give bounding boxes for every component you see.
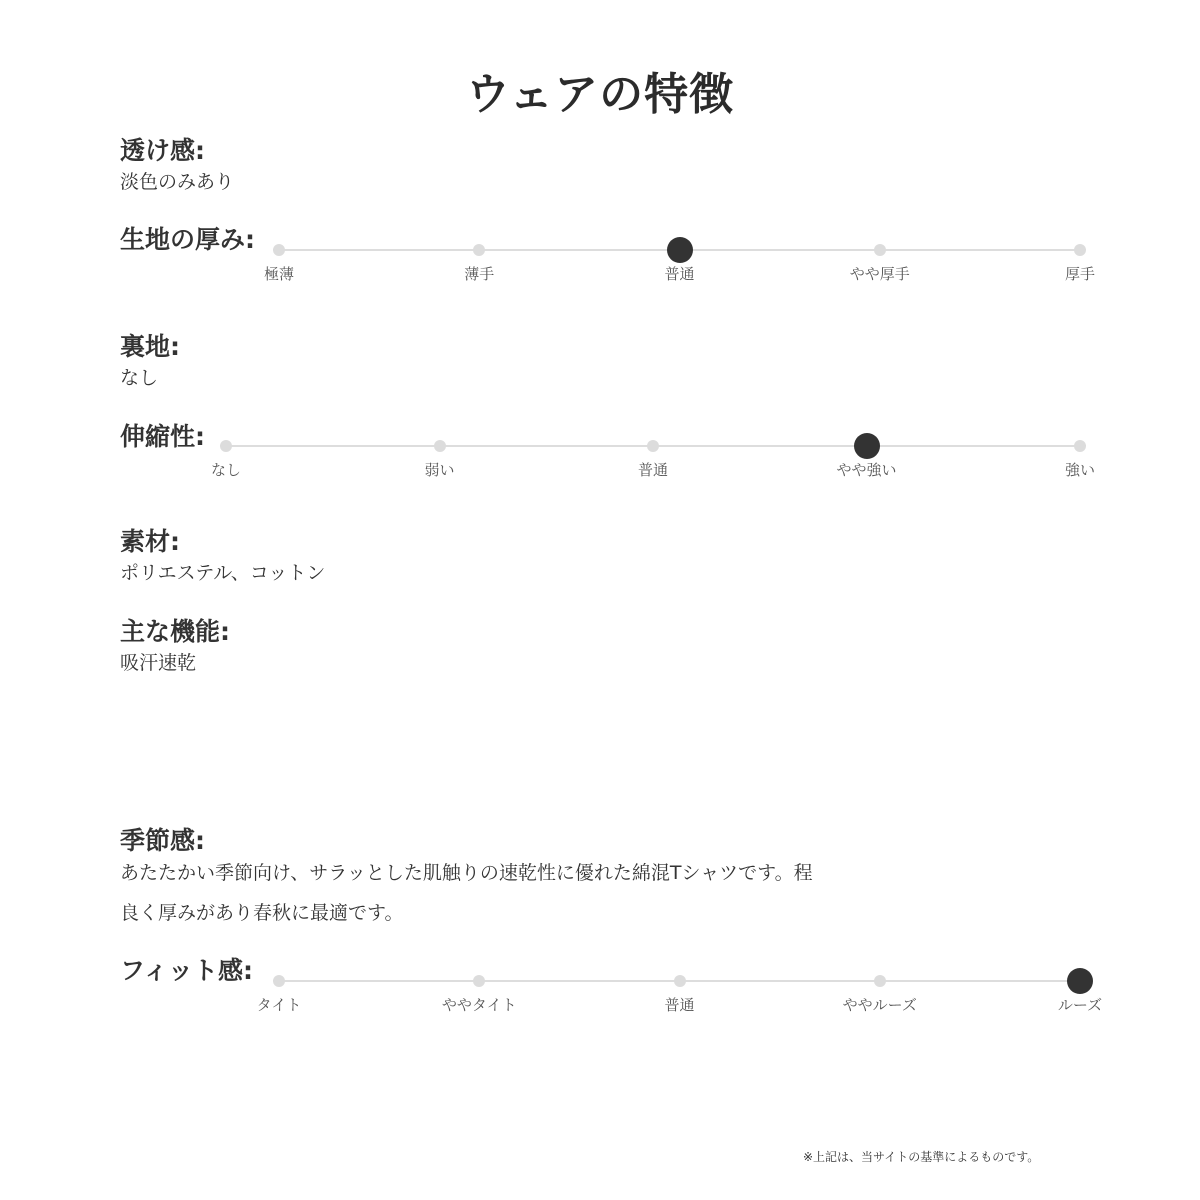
- thickness-label: 生地の厚み:: [120, 225, 255, 254]
- fit-scale-option-label: 普通: [664, 996, 695, 1014]
- stretch-scale-option-label: 強い: [1064, 461, 1096, 479]
- footnote: ※上記は、当サイトの基準によるものです。: [803, 1150, 1040, 1164]
- lining-label: 裏地:: [120, 332, 180, 361]
- season-label: 季節感:: [120, 826, 205, 855]
- thickness-scale-option-label: 普通: [664, 265, 695, 283]
- transparency-value: 淡色のみあり: [120, 171, 235, 193]
- stretch-label: 伸縮性:: [120, 422, 205, 451]
- fit-scale-selected-marker: [1067, 968, 1093, 994]
- stretch-scale-selected-marker: [854, 433, 880, 459]
- stretch-scale-dot: [434, 440, 446, 452]
- stretch-scale-option-label: やや強い: [836, 461, 897, 479]
- function-value: 吸汗速乾: [120, 652, 197, 674]
- stretch-scale-dot: [220, 440, 232, 452]
- fit-scale: [0, 980, 1200, 1040]
- stretch-scale-dot: [647, 440, 659, 452]
- thickness-scale-dot: [1074, 244, 1086, 256]
- thickness-scale-option-label: 薄手: [464, 265, 495, 283]
- stretch-scale-option-label: なし: [210, 461, 242, 479]
- stretch-scale-option-label: 弱い: [424, 461, 455, 479]
- thickness-scale-dot: [473, 244, 485, 256]
- thickness-scale-dot: [273, 244, 285, 256]
- fit-scale-option-label: ややタイト: [441, 996, 517, 1014]
- season-description-line-2: 良く厚みがあり春秋に最適です。: [120, 902, 404, 924]
- fit-scale-option-label: ルーズ: [1057, 996, 1103, 1014]
- thickness-scale-option-label: 厚手: [1064, 265, 1096, 283]
- function-label: 主な機能:: [120, 617, 230, 646]
- thickness-scale-option-label: やや厚手: [849, 265, 910, 283]
- thickness-scale: [0, 249, 1200, 309]
- season-description-line-1: あたたかい季節向け、サラッとした肌触りの速乾性に優れた綿混Tシャツです。程: [120, 862, 813, 884]
- fit-scale-dot: [674, 975, 686, 987]
- fit-scale-option-label: タイト: [256, 996, 302, 1014]
- fit-scale-dot: [874, 975, 886, 987]
- thickness-scale-selected-marker: [667, 237, 693, 263]
- thickness-scale-option-label: 極薄: [263, 265, 295, 283]
- material-label: 素材:: [120, 527, 180, 556]
- fit-scale-option-label: ややルーズ: [842, 996, 917, 1014]
- fit-label: フィット感:: [120, 956, 253, 985]
- stretch-scale-dot: [1074, 440, 1086, 452]
- stretch-scale-option-label: 普通: [637, 461, 669, 479]
- fit-scale-dot: [273, 975, 285, 987]
- page-title: ウェアの特徴: [465, 69, 735, 120]
- material-value: ポリエステル、コットン: [120, 562, 326, 584]
- fit-scale-dot: [473, 975, 485, 987]
- thickness-scale-dot: [874, 244, 886, 256]
- stretch-scale: [0, 445, 1200, 505]
- lining-value: なし: [120, 367, 159, 389]
- transparency-label: 透け感:: [120, 136, 205, 165]
